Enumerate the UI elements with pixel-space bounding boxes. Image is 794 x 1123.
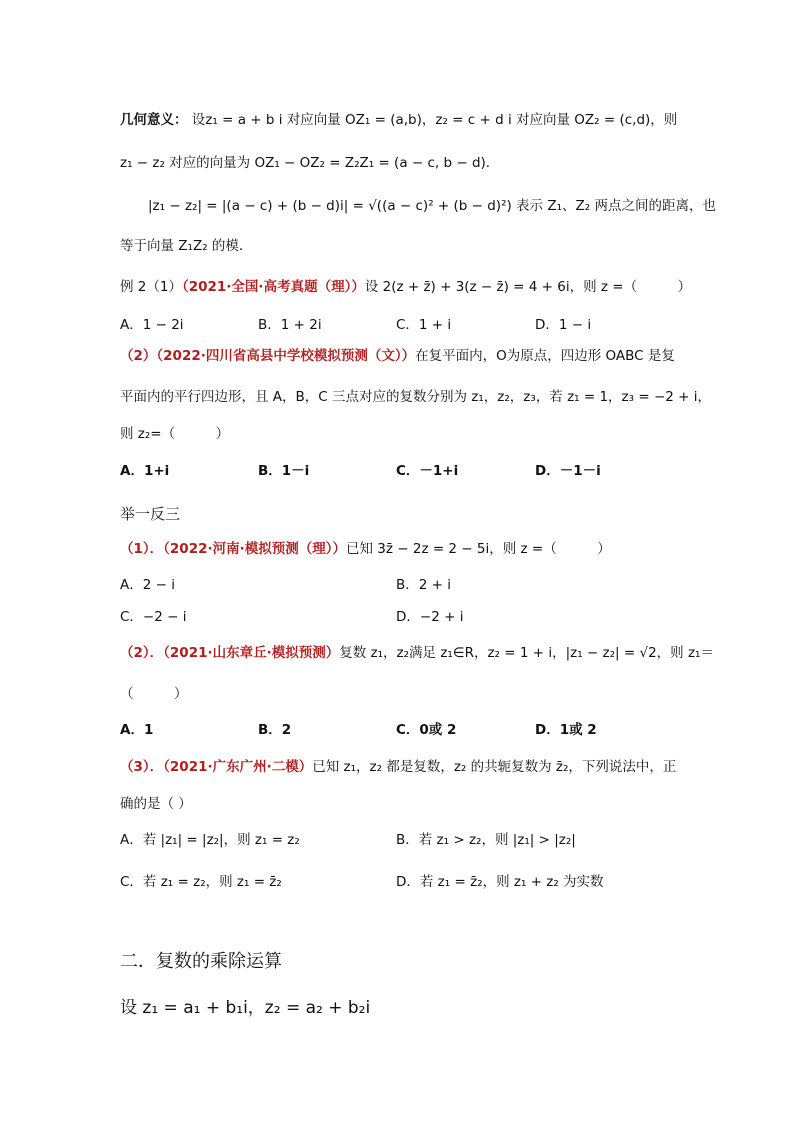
- q2-source: （2022·四川省高县中学校模拟预测（文））: [156, 348, 416, 364]
- p3-option-a[interactable]: A．若 |z₁| = |z₂|，则 z₁ = z₂: [120, 832, 300, 848]
- p1-option-a[interactable]: A．2 − i: [120, 577, 175, 593]
- q1-source: （2021·全国·高考真题（理））: [181, 279, 365, 295]
- geo-line-1: [120, 108, 677, 128]
- p3-text-b: 确的是（ ）: [120, 796, 192, 812]
- p1-option-c[interactable]: C．−2 − i: [120, 609, 187, 625]
- p3-option-b[interactable]: B．若 z₁ > z₂，则 |z₁| > |z₂|: [396, 832, 576, 848]
- p3-text-a: 已知 z₁，z₂ 都是复数，z₂ 的共轭复数为 z̄₂，下列说法中，正: [312, 759, 677, 775]
- p2-option-b[interactable]: B．2: [258, 722, 292, 738]
- q1-option-a[interactable]: A．1 − 2i: [120, 317, 184, 333]
- q2-option-b[interactable]: B．1－i: [258, 463, 310, 479]
- practice-title: 举一反三: [120, 505, 181, 523]
- q2-text-b: 平面内的平行四边形，且 A，B，C 三点对应的复数分别为 z₁，z₂，z₃，若 z₁ = 1，z₃ = −2 + i，: [120, 389, 711, 405]
- p2-source: （2021·山东章丘·模拟预测）: [163, 645, 340, 661]
- p2-option-a[interactable]: A．1: [120, 722, 154, 738]
- p3-source: （2021·广东广州·二模）: [163, 759, 313, 775]
- p1-option-d[interactable]: D．−2 + i: [396, 609, 464, 625]
- p1-option-b[interactable]: B．2 + i: [396, 577, 451, 593]
- geo-label: 几何意义：: [120, 112, 188, 128]
- q1-option-b[interactable]: B．1 + 2i: [258, 317, 322, 333]
- q1-option-d[interactable]: D．1 − i: [535, 317, 592, 333]
- p3-option-d[interactable]: D．若 z₁ = z̄₂，则 z₁ + z₂ 为实数: [396, 874, 604, 890]
- p1-source: （2022·河南·模拟预测（理））: [163, 541, 346, 557]
- p3-prefix: （3）．: [120, 759, 164, 775]
- example-2-q2: [120, 344, 675, 364]
- section-2-text: 设 z₁ = a₁ + b₁i，z₂ = a₂ + b₂i: [120, 998, 371, 1018]
- q1-text: 设 2(z + z̄) + 3(z − z̄) = 4 + 6i，则 z =（ ）: [364, 279, 692, 295]
- q2-option-d[interactable]: D．－1－i: [535, 463, 601, 479]
- q1-option-c[interactable]: C．1 + i: [396, 317, 452, 333]
- p2-option-d[interactable]: D．1或 2: [535, 722, 597, 738]
- q2-option-c[interactable]: C．－1+i: [396, 463, 459, 479]
- geo-line-4: 等于向量 Z₁Z₂ 的模．: [120, 238, 253, 254]
- p1-prefix: （1）．: [120, 541, 164, 557]
- section-2-heading: 二．复数的乘除运算: [120, 951, 282, 972]
- p3-option-c[interactable]: C．若 z₁ = z₂，则 z₁ = z̄₂: [120, 874, 282, 890]
- practice-q3: [120, 755, 676, 775]
- geo-text-1: 设z₁ = a + b i 对应向量 OZ₁ = (a,b)，z₂ = c + d i 对应向量 OZ₂ = (c,d)，则: [191, 112, 678, 128]
- geo-line-2: z₁ − z₂ 对应的向量为 OZ₁ − OZ₂ = Z₂Z₁ = (a − c, b − d)．: [120, 155, 500, 171]
- p2-prefix: （2）．: [120, 645, 164, 661]
- geo-line-3: |z₁ − z₂| = |(a − c) + (b − d)i| = √((a − c)² + (b − d)²) 表示 Z₁、Z₂ 两点之间的距离，也: [148, 198, 716, 214]
- q2-prefix: （2）: [120, 348, 157, 364]
- q2-text-c: 则 z₂=（ ）: [120, 426, 230, 442]
- q1-prefix: 例 2（1）: [120, 279, 182, 295]
- practice-q1: [120, 537, 611, 557]
- p2-answer-blank: （ ）: [120, 686, 188, 702]
- q2-text-a: 在复平面内，O为原点，四边形 OABC 是复: [415, 348, 675, 364]
- p1-text: 已知 3z̄ − 2z = 2 − 5i，则 z =（ ）: [346, 541, 611, 557]
- p2-option-c[interactable]: C．0或 2: [396, 722, 457, 738]
- q2-option-a[interactable]: A．1+i: [120, 463, 170, 479]
- practice-q2: [120, 641, 714, 661]
- p2-text: 复数 z₁，z₂满足 z₁∈R，z₂ = 1 + i，|z₁ − z₂| = √2，则 z₁＝: [339, 645, 714, 661]
- example-2-q1: [120, 275, 691, 295]
